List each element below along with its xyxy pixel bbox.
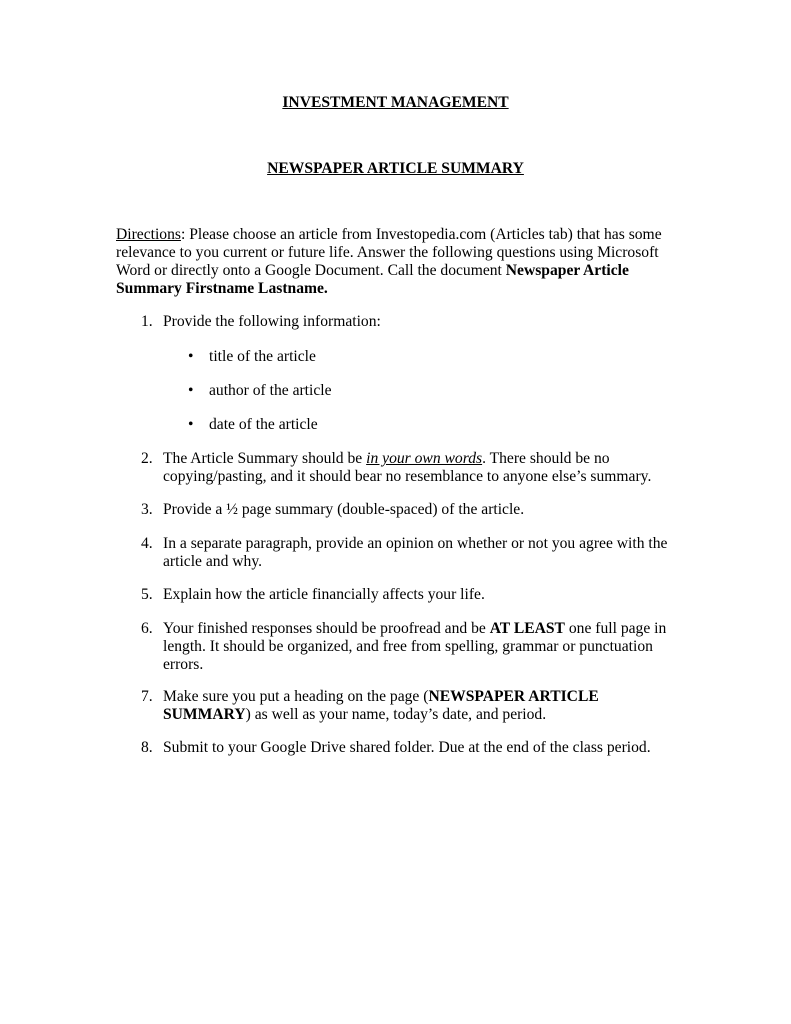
- item-number: 3.: [141, 501, 153, 518]
- item-2-text: [163, 450, 673, 486]
- item-7-emphasis: NEWSPAPER ARTICLE SUMMARY: [163, 688, 599, 723]
- item-3-text: Provide a ½ page summary (double-spaced) of the article.: [163, 501, 525, 518]
- item-4-text: In a separate paragraph, provide an opinion on whether or not you agree with the article and why.: [163, 535, 668, 570]
- item-2-part: The Article Summary should be: [163, 450, 367, 467]
- item-number: 8.: [141, 739, 153, 756]
- document-title: INVESTMENT MANAGEMENT: [282, 94, 509, 111]
- directions-paragraph: [116, 226, 664, 298]
- bullet-item: author of the article: [209, 382, 332, 399]
- directions-label: Directions: [116, 226, 181, 243]
- item-number: 4.: [141, 535, 153, 552]
- item-number: 1.: [141, 313, 153, 330]
- item-number: 6.: [141, 620, 153, 637]
- item-6-text: [163, 620, 673, 674]
- directions-filename: Newspaper Article Summary Firstname Lastname.: [116, 262, 629, 297]
- item-number: 5.: [141, 586, 153, 603]
- item-8-text: Submit to your Google Drive shared folder. Due at the end of the class period.: [163, 739, 651, 756]
- bullet-item: title of the article: [209, 348, 316, 365]
- item-7-part: ) as well as your name, today’s date, and period.: [245, 706, 547, 723]
- bullet-item: date of the article: [209, 416, 318, 433]
- document-subtitle: NEWSPAPER ARTICLE SUMMARY: [267, 160, 524, 177]
- item-7-text: [163, 688, 623, 724]
- item-5-text: Explain how the article financially affects your life.: [163, 586, 485, 603]
- item-2-part: . There should be no copying/pasting, and it should bear no resemblance to anyone else’s summary.: [163, 450, 652, 485]
- bullet-icon: •: [188, 348, 194, 365]
- item-7-part: Make sure you put a heading on the page (: [163, 688, 429, 705]
- item-2-emphasis: in your own words: [366, 450, 483, 467]
- item-number: 2.: [141, 450, 153, 467]
- item-6-emphasis: AT LEAST: [489, 620, 565, 637]
- bullet-icon: •: [188, 416, 194, 433]
- bullet-icon: •: [188, 382, 194, 399]
- item-6-part: Your finished responses should be proofread and be: [163, 620, 490, 637]
- directions-text: : Please choose an article from Investopedia.com (Articles tab) that has some relevance to you current or future life. Answer the following questions using Microsoft Word or directly onto a Google Document. Call the document: [116, 226, 662, 279]
- item-number: 7.: [141, 688, 153, 705]
- item-1-text: Provide the following information:: [163, 313, 381, 330]
- item-6-part: one full page in length. It should be organized, and free from spelling, grammar or punctuation errors.: [163, 620, 667, 673]
